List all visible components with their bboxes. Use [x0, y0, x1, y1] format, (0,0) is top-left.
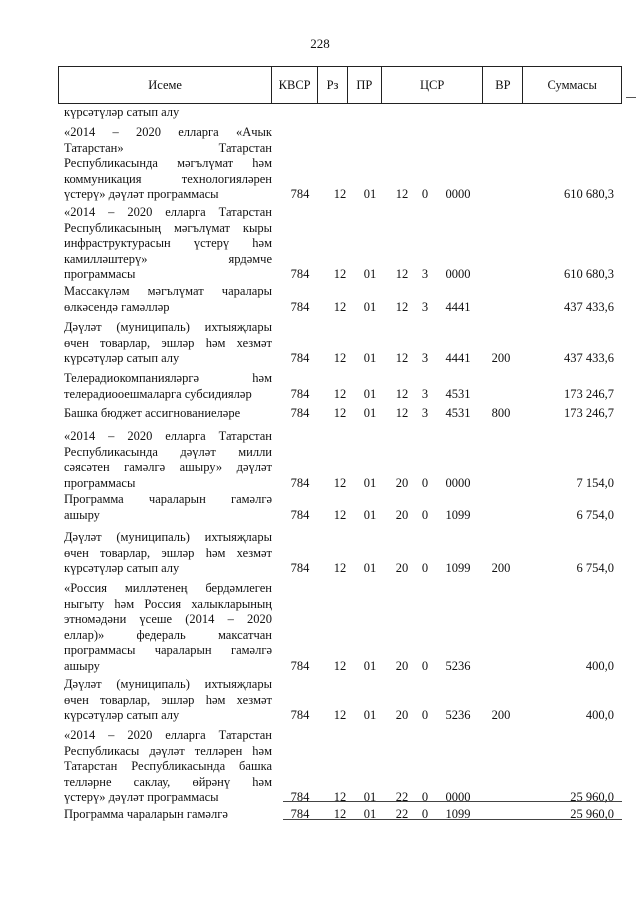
cell-vr: 200	[491, 708, 511, 722]
row-name-line: Татарстан Республикасында башка	[64, 759, 272, 773]
row-name-line: ашыру	[64, 507, 100, 522]
row-codes	[0, 807, 640, 823]
margin-mark	[626, 97, 636, 98]
cell-sum: 173 246,7	[564, 386, 614, 401]
cell-csr2: 0	[421, 475, 429, 490]
cell-kvsr: 784	[290, 187, 310, 201]
cell-csr2: 3	[421, 351, 429, 365]
row-name-line: «2014 – 2020 елларга Татарстан	[64, 205, 272, 219]
page-number: 228	[310, 36, 330, 51]
cell-csr3: 4441	[445, 351, 471, 365]
cell-csr2: 0	[421, 807, 429, 821]
cell-sum: 400,0	[585, 708, 614, 722]
cell-csr1: 22	[395, 790, 409, 804]
cell-csr1: 20	[395, 561, 409, 575]
cell-sum: 400,0	[585, 658, 614, 673]
cell-rz: 12	[333, 406, 347, 420]
cell-pr: 01	[363, 807, 377, 821]
cell-csr2: 0	[421, 790, 429, 804]
cell-csr1: 20	[395, 507, 409, 522]
table-row	[0, 429, 640, 491]
cell-kvsr: 784	[290, 386, 310, 401]
row-name-line: күрсәтүләр сатып алу	[64, 708, 180, 722]
row-name-line: телләрне саклау, өйрәнү һәм	[64, 774, 272, 789]
cell-sum: 437 433,6	[564, 351, 614, 365]
row-name-line: коммуникация технологияләрен	[64, 171, 272, 186]
cell-csr3: 4531	[445, 386, 471, 401]
cell-kvsr: 784	[290, 406, 310, 420]
cell-rz: 12	[333, 187, 347, 201]
row-codes	[0, 187, 640, 203]
cell-csr1: 20	[395, 658, 409, 673]
cell-kvsr: 784	[290, 507, 310, 522]
cell-pr: 01	[363, 351, 377, 365]
row-codes	[0, 790, 640, 806]
cell-csr2: 3	[421, 386, 429, 401]
cell-csr3: 1099	[445, 561, 471, 575]
row-codes	[0, 658, 640, 674]
row-name-line: өчен товарлар, эшләр һәм хезмәт	[64, 545, 272, 560]
row-name-line: Массакүләм мәгълүмат чаралары	[64, 284, 272, 298]
cell-csr2: 0	[421, 708, 429, 722]
table-header	[58, 66, 622, 104]
cell-csr2: 0	[421, 507, 429, 522]
header-name: Исеме	[59, 67, 272, 103]
cell-pr: 01	[363, 406, 377, 420]
cell-csr2: 0	[421, 187, 429, 201]
row-name-line: өчен товарлар, эшләр һәм хезмәт	[64, 335, 272, 350]
row-name-line: өлкәсендә гамәлләр	[64, 299, 170, 314]
cell-rz: 12	[333, 475, 347, 490]
row-name-line: программасы	[64, 475, 136, 490]
table-row	[0, 807, 640, 823]
row-codes	[0, 105, 640, 121]
header-sum: Суммасы	[547, 77, 597, 92]
cell-sum: 610 680,3	[564, 187, 614, 201]
row-name-line: үстерү» дәүләт программасы	[64, 187, 219, 201]
cell-csr2: 3	[421, 299, 429, 314]
cell-csr2: 3	[421, 406, 429, 420]
row-name-line: камилләштерү» ярдәмче	[64, 251, 272, 266]
cell-csr3: 0000	[445, 267, 471, 281]
cell-rz: 12	[333, 507, 347, 522]
row-name-line: күрсәтүләр сатып алу	[64, 561, 180, 575]
row-name-line: «2014 – 2020 елларга Татарстан	[64, 728, 272, 742]
cell-vr: 200	[491, 561, 511, 575]
row-separator	[283, 801, 622, 802]
row-name-line: ныгыту һәм Россия халыкларының	[64, 596, 272, 611]
cell-csr3: 0000	[445, 790, 471, 804]
cell-rz: 12	[333, 267, 347, 281]
cell-rz: 12	[333, 351, 347, 365]
row-name-line: күрсәтүләр сатып алу	[64, 351, 180, 365]
cell-rz: 12	[333, 299, 347, 314]
row-name-line: «2014 – 2020 елларга «Ачык	[64, 125, 272, 139]
row-name-line: күрсәтүләр сатып алу	[64, 105, 180, 119]
table-row	[0, 492, 640, 523]
row-name-line: Дәүләт (муниципаль) ихтыяҗлары	[64, 530, 272, 544]
row-name-line: сәясәтен гамәлгә ашыру» дәүләт	[64, 460, 272, 474]
cell-pr: 01	[363, 267, 377, 281]
cell-csr3: 1099	[445, 807, 471, 821]
cell-sum: 173 246,7	[564, 406, 614, 420]
header-vr: ВР	[483, 67, 523, 103]
row-name-line: Дәүләт (муниципаль) ихтыяҗлары	[64, 677, 272, 691]
row-separator	[283, 819, 622, 820]
cell-pr: 01	[363, 507, 377, 522]
cell-pr: 01	[363, 708, 377, 722]
table-row	[0, 284, 640, 315]
cell-csr1: 12	[395, 187, 409, 201]
cell-rz: 12	[333, 790, 347, 804]
table-row	[0, 677, 640, 724]
table-row	[0, 205, 640, 283]
cell-pr: 01	[363, 475, 377, 490]
row-name-line: Телерадиокомпанияләргә һәм	[64, 371, 272, 385]
cell-pr: 01	[363, 386, 377, 401]
row-name-line: программасы	[64, 267, 136, 281]
cell-csr3: 4531	[445, 406, 471, 420]
row-codes	[0, 406, 640, 422]
cell-csr1: 20	[395, 708, 409, 722]
row-name-line: «2014 – 2020 елларга Татарстан	[64, 429, 272, 443]
cell-csr2: 0	[421, 561, 429, 575]
row-codes	[0, 386, 640, 402]
cell-rz: 12	[333, 807, 347, 821]
header-rz: Рз	[318, 67, 348, 103]
cell-rz: 12	[333, 386, 347, 401]
row-codes	[0, 351, 640, 367]
cell-sum: 7 154,0	[576, 475, 614, 490]
cell-pr: 01	[363, 658, 377, 673]
row-name-line: үстерү» дәүләт программасы	[64, 790, 219, 804]
cell-csr1: 12	[395, 406, 409, 420]
cell-csr3: 0000	[445, 187, 471, 201]
cell-csr3: 0000	[445, 475, 471, 490]
cell-csr2: 0	[421, 658, 429, 673]
cell-csr1: 20	[395, 475, 409, 490]
cell-csr1: 12	[395, 386, 409, 401]
row-name-line: еллар)» федераль максатчан	[64, 627, 272, 642]
cell-vr: 200	[491, 351, 511, 365]
header-kvsr: КВСР	[272, 67, 318, 103]
row-codes	[0, 475, 640, 491]
cell-pr: 01	[363, 790, 377, 804]
header-csr: ЦСР	[382, 67, 484, 103]
row-codes	[0, 507, 640, 523]
table-row	[0, 581, 640, 674]
cell-kvsr: 784	[290, 790, 310, 804]
cell-rz: 12	[333, 658, 347, 673]
cell-sum: 25 960,0	[570, 790, 614, 804]
cell-pr: 01	[363, 299, 377, 314]
row-name-line: Программа чараларын гамәлгә	[64, 492, 272, 506]
row-name-line: өчен товарлар, эшләр һәм хезмәт	[64, 692, 272, 707]
cell-kvsr: 784	[290, 267, 310, 281]
cell-kvsr: 784	[290, 475, 310, 490]
cell-csr3: 4441	[445, 299, 471, 314]
cell-kvsr: 784	[290, 807, 310, 821]
cell-rz: 12	[333, 561, 347, 575]
table-row	[0, 530, 640, 577]
row-name-line: этномәдәни үсеше (2014 – 2020	[64, 612, 272, 626]
row-name-line: Татарстан» Татарстан	[64, 140, 272, 155]
cell-csr3: 5236	[445, 658, 471, 673]
table-row	[0, 406, 640, 422]
row-codes	[0, 299, 640, 315]
cell-kvsr: 784	[290, 658, 310, 673]
header-pr: ПР	[348, 67, 382, 103]
row-name-line: Республикасында дәүләт милли	[64, 444, 272, 459]
cell-kvsr: 784	[290, 708, 310, 722]
table-row	[0, 728, 640, 806]
row-codes	[0, 267, 640, 283]
row-name-line: Республикасында мәгълүмат һәм	[64, 156, 272, 170]
row-name-line: программасы чараларын гамәлгә	[64, 643, 272, 657]
table-row	[0, 125, 640, 203]
table-row	[0, 105, 640, 121]
cell-kvsr: 784	[290, 351, 310, 365]
cell-sum: 6 754,0	[576, 561, 614, 575]
row-codes	[0, 708, 640, 724]
cell-csr1: 12	[395, 299, 409, 314]
cell-sum: 437 433,6	[564, 299, 614, 314]
row-name-line: «Россия милләтенең бердәмлеген	[64, 581, 272, 595]
cell-kvsr: 784	[290, 561, 310, 575]
table-row	[0, 320, 640, 367]
table-row	[0, 371, 640, 402]
cell-rz: 12	[333, 708, 347, 722]
row-name-line: Программа чараларын гамәлгә	[64, 807, 228, 821]
row-name-line: ашыру	[64, 658, 100, 673]
cell-kvsr: 784	[290, 299, 310, 314]
row-name-line: Башка бюджет ассигнованиеләре	[64, 406, 241, 420]
cell-csr1: 12	[395, 351, 409, 365]
row-codes	[0, 561, 640, 577]
cell-csr1: 22	[395, 807, 409, 821]
row-name-line: Республикасының мәгълүмат кыры	[64, 220, 272, 235]
row-name-line: инфраструктурасын үстерү һәм	[64, 236, 272, 250]
row-name-line: Дәүләт (муниципаль) ихтыяҗлары	[64, 320, 272, 334]
cell-vr: 800	[491, 406, 511, 420]
cell-csr3: 5236	[445, 708, 471, 722]
cell-pr: 01	[363, 187, 377, 201]
row-name-line: телерадиооешмаларга субсидияләр	[64, 386, 252, 401]
row-name-line: Республикасы дәүләт телләрен һәм	[64, 743, 272, 758]
cell-sum: 25 960,0	[570, 807, 614, 821]
cell-csr3: 1099	[445, 507, 471, 522]
cell-sum: 610 680,3	[564, 267, 614, 281]
cell-pr: 01	[363, 561, 377, 575]
cell-csr2: 3	[421, 267, 429, 281]
cell-csr1: 12	[395, 267, 409, 281]
cell-sum: 6 754,0	[576, 507, 614, 522]
